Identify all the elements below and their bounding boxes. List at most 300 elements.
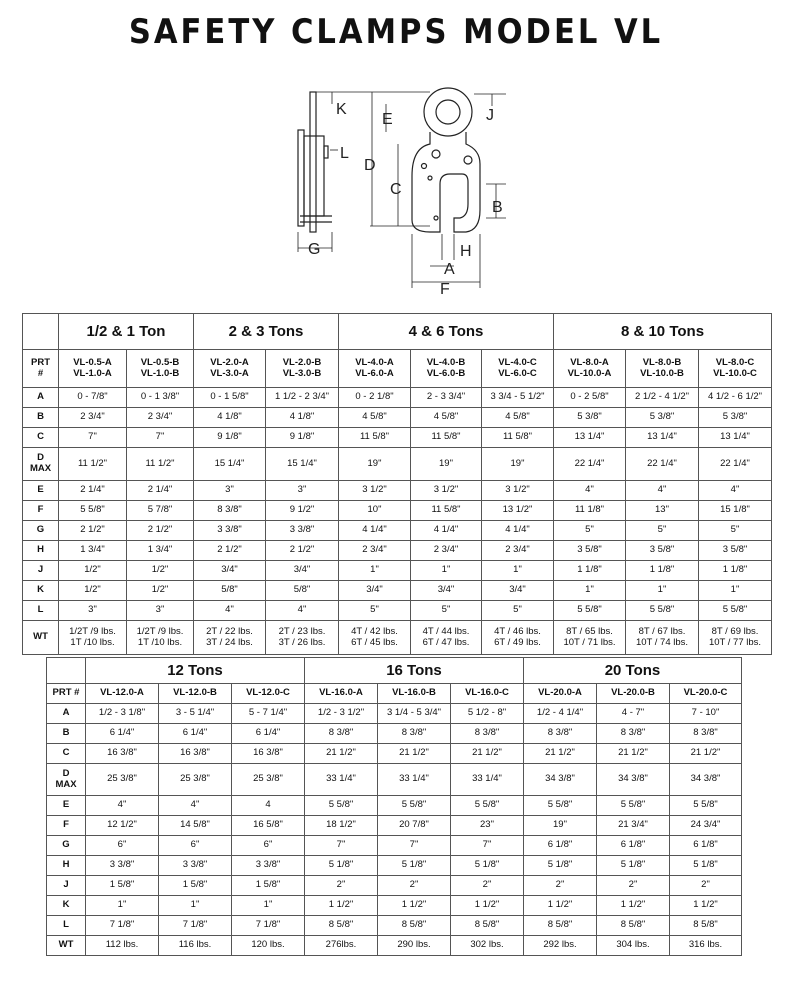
spec-cell [194, 541, 266, 561]
spec-cell [699, 448, 772, 481]
cell-text: VL-12.0-A [100, 687, 144, 699]
spec-cell [305, 936, 378, 956]
cell-text: 2" [409, 879, 419, 891]
spec-cell [378, 704, 451, 724]
model-number-header [378, 684, 451, 704]
spec-cell [524, 856, 597, 876]
spec-cell [554, 601, 626, 621]
cell-text: 3" [155, 604, 165, 616]
dimension-label [23, 481, 59, 501]
cell-text: J [37, 564, 44, 576]
cell-text: VL-8.0-B [642, 356, 682, 368]
cell-text: 10T / 74 lbs. [635, 636, 689, 648]
spec-cell [194, 601, 266, 621]
spec-cell [194, 408, 266, 428]
dimension-label [23, 541, 59, 561]
table-row [23, 408, 772, 428]
capacity-group-header: 12 Tons [86, 658, 305, 684]
spec-cell [411, 428, 482, 448]
cell-text: 8 3/8" [693, 727, 718, 739]
cell-text: 3 1/2" [433, 484, 459, 496]
dimension-label [47, 816, 86, 836]
cell-text: VL-6.0-B [426, 367, 466, 379]
spec-cell [127, 501, 194, 521]
cell-text: 0 - 7/8" [77, 391, 108, 403]
spec-cell [670, 936, 742, 956]
cell-text: 4 1/4" [362, 524, 387, 536]
spec-cell [554, 388, 626, 408]
spec-cell [524, 916, 597, 936]
cell-text: 1 1/2" [474, 899, 500, 911]
dim-label-c: C [390, 181, 402, 198]
dim-label-h: H [460, 243, 472, 260]
clamp-dimension-drawing [290, 84, 520, 296]
spec-cell [266, 448, 339, 481]
spec-cell [194, 621, 266, 655]
cell-text: 21 1/2" [690, 747, 721, 759]
cell-text: 7 1/8" [109, 919, 135, 931]
cell-text: 1 1/2" [401, 899, 427, 911]
spec-cell [699, 601, 772, 621]
cell-text: VL-8.0-A [570, 356, 609, 368]
spec-cell [59, 601, 127, 621]
cell-text: 5/8" [293, 584, 311, 596]
cell-text: 34 3/8" [545, 773, 575, 785]
spec-cell [524, 936, 597, 956]
cell-text: 19" [553, 819, 567, 831]
spec-cell [451, 916, 524, 936]
cell-text: 5 5/8" [620, 799, 646, 811]
dimension-label [23, 448, 59, 481]
spec-cell [482, 581, 554, 601]
spec-cell [378, 836, 451, 856]
spec-cell [670, 856, 742, 876]
spec-cell [554, 621, 626, 655]
cell-text: 19" [439, 457, 453, 469]
spec-cell [232, 816, 305, 836]
cell-text: 19" [510, 457, 525, 469]
spec-cell [482, 521, 554, 541]
cell-text: 8 5/8" [620, 919, 646, 931]
cell-text: VL-1.0-B [140, 367, 180, 379]
capacity-group-header: 4 & 6 Tons [339, 314, 554, 350]
spec-cell [451, 796, 524, 816]
cell-text: D [37, 452, 44, 464]
spec-cell [232, 896, 305, 916]
cell-text: 16 3/8" [253, 747, 283, 759]
cell-text: 2" [701, 879, 710, 891]
spec-cell [339, 501, 411, 521]
dim-label-j: J [486, 107, 494, 124]
model-number-header [626, 350, 699, 388]
capacity-group-header: 16 Tons [305, 658, 524, 684]
cell-text: 7" [336, 839, 346, 851]
cell-text: 3 1/2" [362, 484, 387, 496]
model-number-header [451, 684, 524, 704]
spec-cell [554, 481, 626, 501]
cell-text: 4 5/8" [362, 411, 387, 423]
model-number-header [194, 350, 266, 388]
table-row [47, 876, 742, 896]
cell-text: 6 1/4" [182, 727, 208, 739]
cell-text: 5 3/8" [649, 411, 675, 423]
spec-cell [86, 916, 159, 936]
spec-cell [699, 388, 772, 408]
model-number-header [597, 684, 670, 704]
cell-text: 4T / 46 lbs. [494, 625, 541, 637]
spec-cell [524, 816, 597, 836]
spec-cell [127, 428, 194, 448]
cell-text: 8 3/8" [217, 504, 242, 516]
cell-text: VL-0.5-A [73, 356, 112, 368]
cell-text: VL-1.0-A [73, 367, 112, 379]
spec-table-heavy [46, 657, 742, 956]
spec-cell [159, 744, 232, 764]
cell-text: 7" [482, 839, 492, 851]
cell-text: 16 3/8" [180, 747, 210, 759]
model-number-header [59, 350, 127, 388]
cell-text: H [37, 544, 44, 556]
spec-cell [482, 408, 554, 428]
cell-text: 0 - 1 3/8" [140, 391, 180, 403]
cell-text: 4" [297, 604, 307, 616]
spec-cell [86, 796, 159, 816]
spec-cell [339, 448, 411, 481]
cell-text: 7 - 10" [691, 707, 720, 719]
spec-cell [451, 764, 524, 796]
capacity-group-header: 1/2 & 1 Ton [59, 314, 194, 350]
cell-text: 25 3/8" [180, 773, 210, 785]
cell-text: 7 1/8" [182, 919, 208, 931]
cell-text: 13 1/4" [647, 431, 677, 443]
cell-text: 3 5/8" [722, 544, 748, 556]
cell-text: 1/2" [151, 584, 169, 596]
page-title: SAFETY CLAMPS MODEL VL [128, 12, 664, 52]
spec-cell [159, 896, 232, 916]
spec-cell [554, 448, 626, 481]
spec-cell [597, 724, 670, 744]
spec-cell [524, 836, 597, 856]
clamp-body-outline [412, 132, 480, 232]
dimension-label [47, 836, 86, 856]
cell-text: 2 1/2" [217, 544, 242, 556]
spec-cell [266, 581, 339, 601]
cell-text: 6T / 45 lbs. [351, 636, 398, 648]
table-row [23, 428, 772, 448]
table-row [47, 704, 742, 724]
spec-cell [194, 481, 266, 501]
cell-text: 6 1/8" [620, 839, 646, 851]
cell-text: 2 1/2" [80, 524, 105, 536]
cell-text: 1 3/4" [147, 544, 173, 556]
spec-cell [626, 408, 699, 428]
spec-cell [626, 501, 699, 521]
cell-text: 7" [155, 431, 165, 443]
cell-text: B [62, 727, 70, 739]
spec-cell [378, 876, 451, 896]
lifting-eye-outer [424, 88, 472, 136]
spec-cell [59, 541, 127, 561]
cell-text: 8 3/8" [328, 727, 354, 739]
cell-text: 1 1/2" [547, 899, 573, 911]
spec-cell [305, 704, 378, 724]
spec-cell [194, 561, 266, 581]
spec-cell [127, 521, 194, 541]
spec-cell [451, 744, 524, 764]
spec-cell [626, 428, 699, 448]
dim-label-l: L [340, 145, 349, 162]
spec-cell [86, 816, 159, 836]
cell-text: H [62, 859, 70, 871]
cell-text: 8 5/8" [401, 919, 427, 931]
table-row [23, 621, 772, 655]
cell-text: 9 1/8" [217, 431, 242, 443]
spec-cell [378, 816, 451, 836]
cell-text: 5 - 7 1/4" [248, 707, 288, 719]
cell-text: 1" [585, 584, 594, 596]
cell-text: 33 1/4" [472, 773, 502, 785]
cell-text: L [63, 919, 69, 931]
side-view-handle [324, 146, 328, 158]
spec-cell [451, 724, 524, 744]
spec-cell [411, 388, 482, 408]
cell-text: 5 1/2 - 8" [467, 707, 507, 719]
cell-text: MAX [29, 463, 52, 474]
spec-cell [339, 561, 411, 581]
cell-text: 4T / 44 lbs. [422, 625, 470, 637]
spec-cell [670, 896, 742, 916]
spec-cell [451, 704, 524, 724]
cell-text: 1 5/8" [182, 879, 208, 891]
model-number-header [554, 350, 626, 388]
spec-cell [266, 561, 339, 581]
cell-text: F [37, 504, 44, 516]
cell-text: 6 1/4" [109, 727, 135, 739]
spec-cell [305, 916, 378, 936]
spec-cell [159, 936, 232, 956]
cell-text: 6 1/8" [547, 839, 573, 851]
cell-text: 4" [585, 484, 594, 496]
spec-cell [339, 408, 411, 428]
cell-text: 1" [117, 899, 127, 911]
cell-text: F [63, 819, 69, 831]
cell-text: 5" [441, 604, 451, 616]
cell-text: 8 5/8" [547, 919, 573, 931]
cell-text: 2 3/4" [147, 411, 173, 423]
spec-cell [411, 521, 482, 541]
cell-text: C [37, 431, 44, 443]
cell-text: 6" [263, 839, 273, 851]
spec-cell [699, 521, 772, 541]
cell-text: 3" [225, 484, 234, 496]
dim-label-f: F [440, 281, 450, 296]
spec-cell [670, 876, 742, 896]
spec-cell [451, 896, 524, 916]
hex-bolt-top [432, 150, 440, 158]
spec-cell [699, 408, 772, 428]
spec-cell [670, 796, 742, 816]
cell-text: 6 1/8" [693, 839, 718, 851]
cell-text: 5 1/8" [474, 859, 500, 871]
cell-text: 5 1/8" [693, 859, 718, 871]
cell-text: VL-16.0-C [465, 687, 509, 699]
cell-text: VL-4.0-C [498, 356, 537, 368]
cell-text: 11 5/8" [502, 431, 533, 443]
cell-text: 34 3/8" [690, 773, 721, 785]
cell-text: 112 lbs. [105, 939, 139, 951]
spec-cell [159, 856, 232, 876]
table-row [23, 448, 772, 481]
lifting-eye-inner [436, 100, 460, 124]
spec-cell [194, 521, 266, 541]
dimension-label [47, 896, 86, 916]
spec-cell [159, 916, 232, 936]
spec-cell [59, 561, 127, 581]
cell-text: 22 1/4" [647, 457, 677, 469]
spec-cell [127, 601, 194, 621]
cell-text: 5 5/8" [577, 604, 602, 616]
cell-text: 7 1/8" [255, 919, 281, 931]
spec-cell [699, 501, 772, 521]
cell-text: 2" [628, 879, 638, 891]
cell-text: 6" [117, 839, 127, 851]
spec-cell [127, 388, 194, 408]
spec-cell [670, 836, 742, 856]
cell-text: 1" [263, 899, 273, 911]
cell-text: 1 1/2" [693, 899, 718, 911]
capacity-group-header: 20 Tons [524, 658, 742, 684]
cell-text: 20 7/8" [399, 819, 429, 831]
cell-text: A [37, 391, 44, 403]
dimension-label [47, 704, 86, 724]
spec-cell [378, 796, 451, 816]
cell-text: 8 5/8" [693, 919, 718, 931]
cell-text: 302 lbs. [470, 939, 504, 951]
spec-cell [554, 521, 626, 541]
spec-cell [554, 561, 626, 581]
cell-text: VL-12.0-B [173, 687, 217, 699]
spec-cell [524, 896, 597, 916]
cell-text: 5 1/8" [328, 859, 354, 871]
cell-text: 13 1/2" [502, 504, 533, 516]
cell-text: 0 - 2 5/8" [570, 391, 609, 403]
dimension-label [23, 601, 59, 621]
model-number-header [411, 350, 482, 388]
cell-text: 5 1/8" [547, 859, 573, 871]
spec-cell [194, 501, 266, 521]
spec-cell [626, 388, 699, 408]
spec-cell [699, 428, 772, 448]
cell-text: 2" [482, 879, 492, 891]
cell-text: 2 - 3 3/4" [426, 391, 466, 403]
table-row [47, 836, 742, 856]
cell-text: 14 5/8" [180, 819, 210, 831]
table-corner [23, 314, 59, 350]
model-number-header [482, 350, 554, 388]
spec-cell [451, 876, 524, 896]
spec-cell [451, 836, 524, 856]
cell-text: 2 3/4" [362, 544, 387, 556]
spec-cell [266, 388, 339, 408]
spec-cell [597, 816, 670, 836]
cell-text: VL-3.0-B [282, 367, 322, 379]
spec-cell [411, 408, 482, 428]
spec-cell [597, 704, 670, 724]
cell-text: 1/2 - 3 1/8" [98, 707, 146, 719]
cell-text: WT [33, 631, 48, 643]
spec-cell [626, 581, 699, 601]
spec-cell [482, 601, 554, 621]
spec-cell [59, 581, 127, 601]
cell-text: 13 1/4" [574, 431, 605, 443]
spec-cell [232, 876, 305, 896]
spec-cell [626, 601, 699, 621]
cell-text: 1/2" [84, 584, 101, 596]
table-row [47, 724, 742, 744]
cell-text: VL-4.0-A [355, 356, 394, 368]
model-number-header [127, 350, 194, 388]
spec-cell [159, 764, 232, 796]
spec-cell [266, 521, 339, 541]
cell-text: 3 5/8" [649, 544, 675, 556]
spec-cell [597, 836, 670, 856]
spec-cell [339, 541, 411, 561]
cell-text: 5 5/8" [722, 604, 748, 616]
cell-text: 3 3/4 - 5 1/2" [490, 391, 545, 403]
spec-cell [86, 876, 159, 896]
cell-text: 5" [657, 524, 667, 536]
cell-text: 11 5/8" [431, 431, 461, 443]
cell-text: 8T / 65 lbs. [566, 625, 613, 637]
spec-cell [59, 448, 127, 481]
spec-cell [339, 481, 411, 501]
cell-text: 33 1/4" [326, 773, 356, 785]
cell-text: 4 1/4" [505, 524, 530, 536]
spec-cell [482, 561, 554, 581]
dim-label-a: A [444, 261, 455, 278]
cell-text: 4" [190, 799, 200, 811]
cell-text: VL-10.0-C [713, 367, 757, 379]
cell-text: 8T / 67 lbs. [638, 625, 686, 637]
cell-text: 1" [190, 899, 200, 911]
model-number-header [305, 684, 378, 704]
cell-text: VL-2.0-A [210, 356, 249, 368]
spec-cell [127, 541, 194, 561]
cell-text: 4 - 7" [621, 707, 645, 719]
table-model-row [23, 350, 772, 388]
table-row [23, 601, 772, 621]
spec-cell [232, 916, 305, 936]
spec-cell [451, 936, 524, 956]
cell-text: 23" [480, 819, 494, 831]
spec-cell [524, 724, 597, 744]
model-number-header [339, 350, 411, 388]
spec-cell [159, 836, 232, 856]
cell-text: 8 3/8" [401, 727, 427, 739]
spec-cell [411, 541, 482, 561]
cell-text: VL-10.0-A [567, 367, 612, 379]
dimension-label [23, 581, 59, 601]
side-view-plate [310, 92, 316, 232]
cell-text: 8 3/8" [620, 727, 646, 739]
cell-text: G [62, 839, 70, 851]
cell-text: 7" [88, 431, 97, 443]
cell-text: 21 1/2" [399, 747, 429, 759]
cell-text: 0 - 2 1/8" [355, 391, 394, 403]
cell-text: VL-20.0-A [538, 687, 582, 699]
cell-text: VL-8.0-C [715, 356, 755, 368]
spec-cell [232, 936, 305, 956]
